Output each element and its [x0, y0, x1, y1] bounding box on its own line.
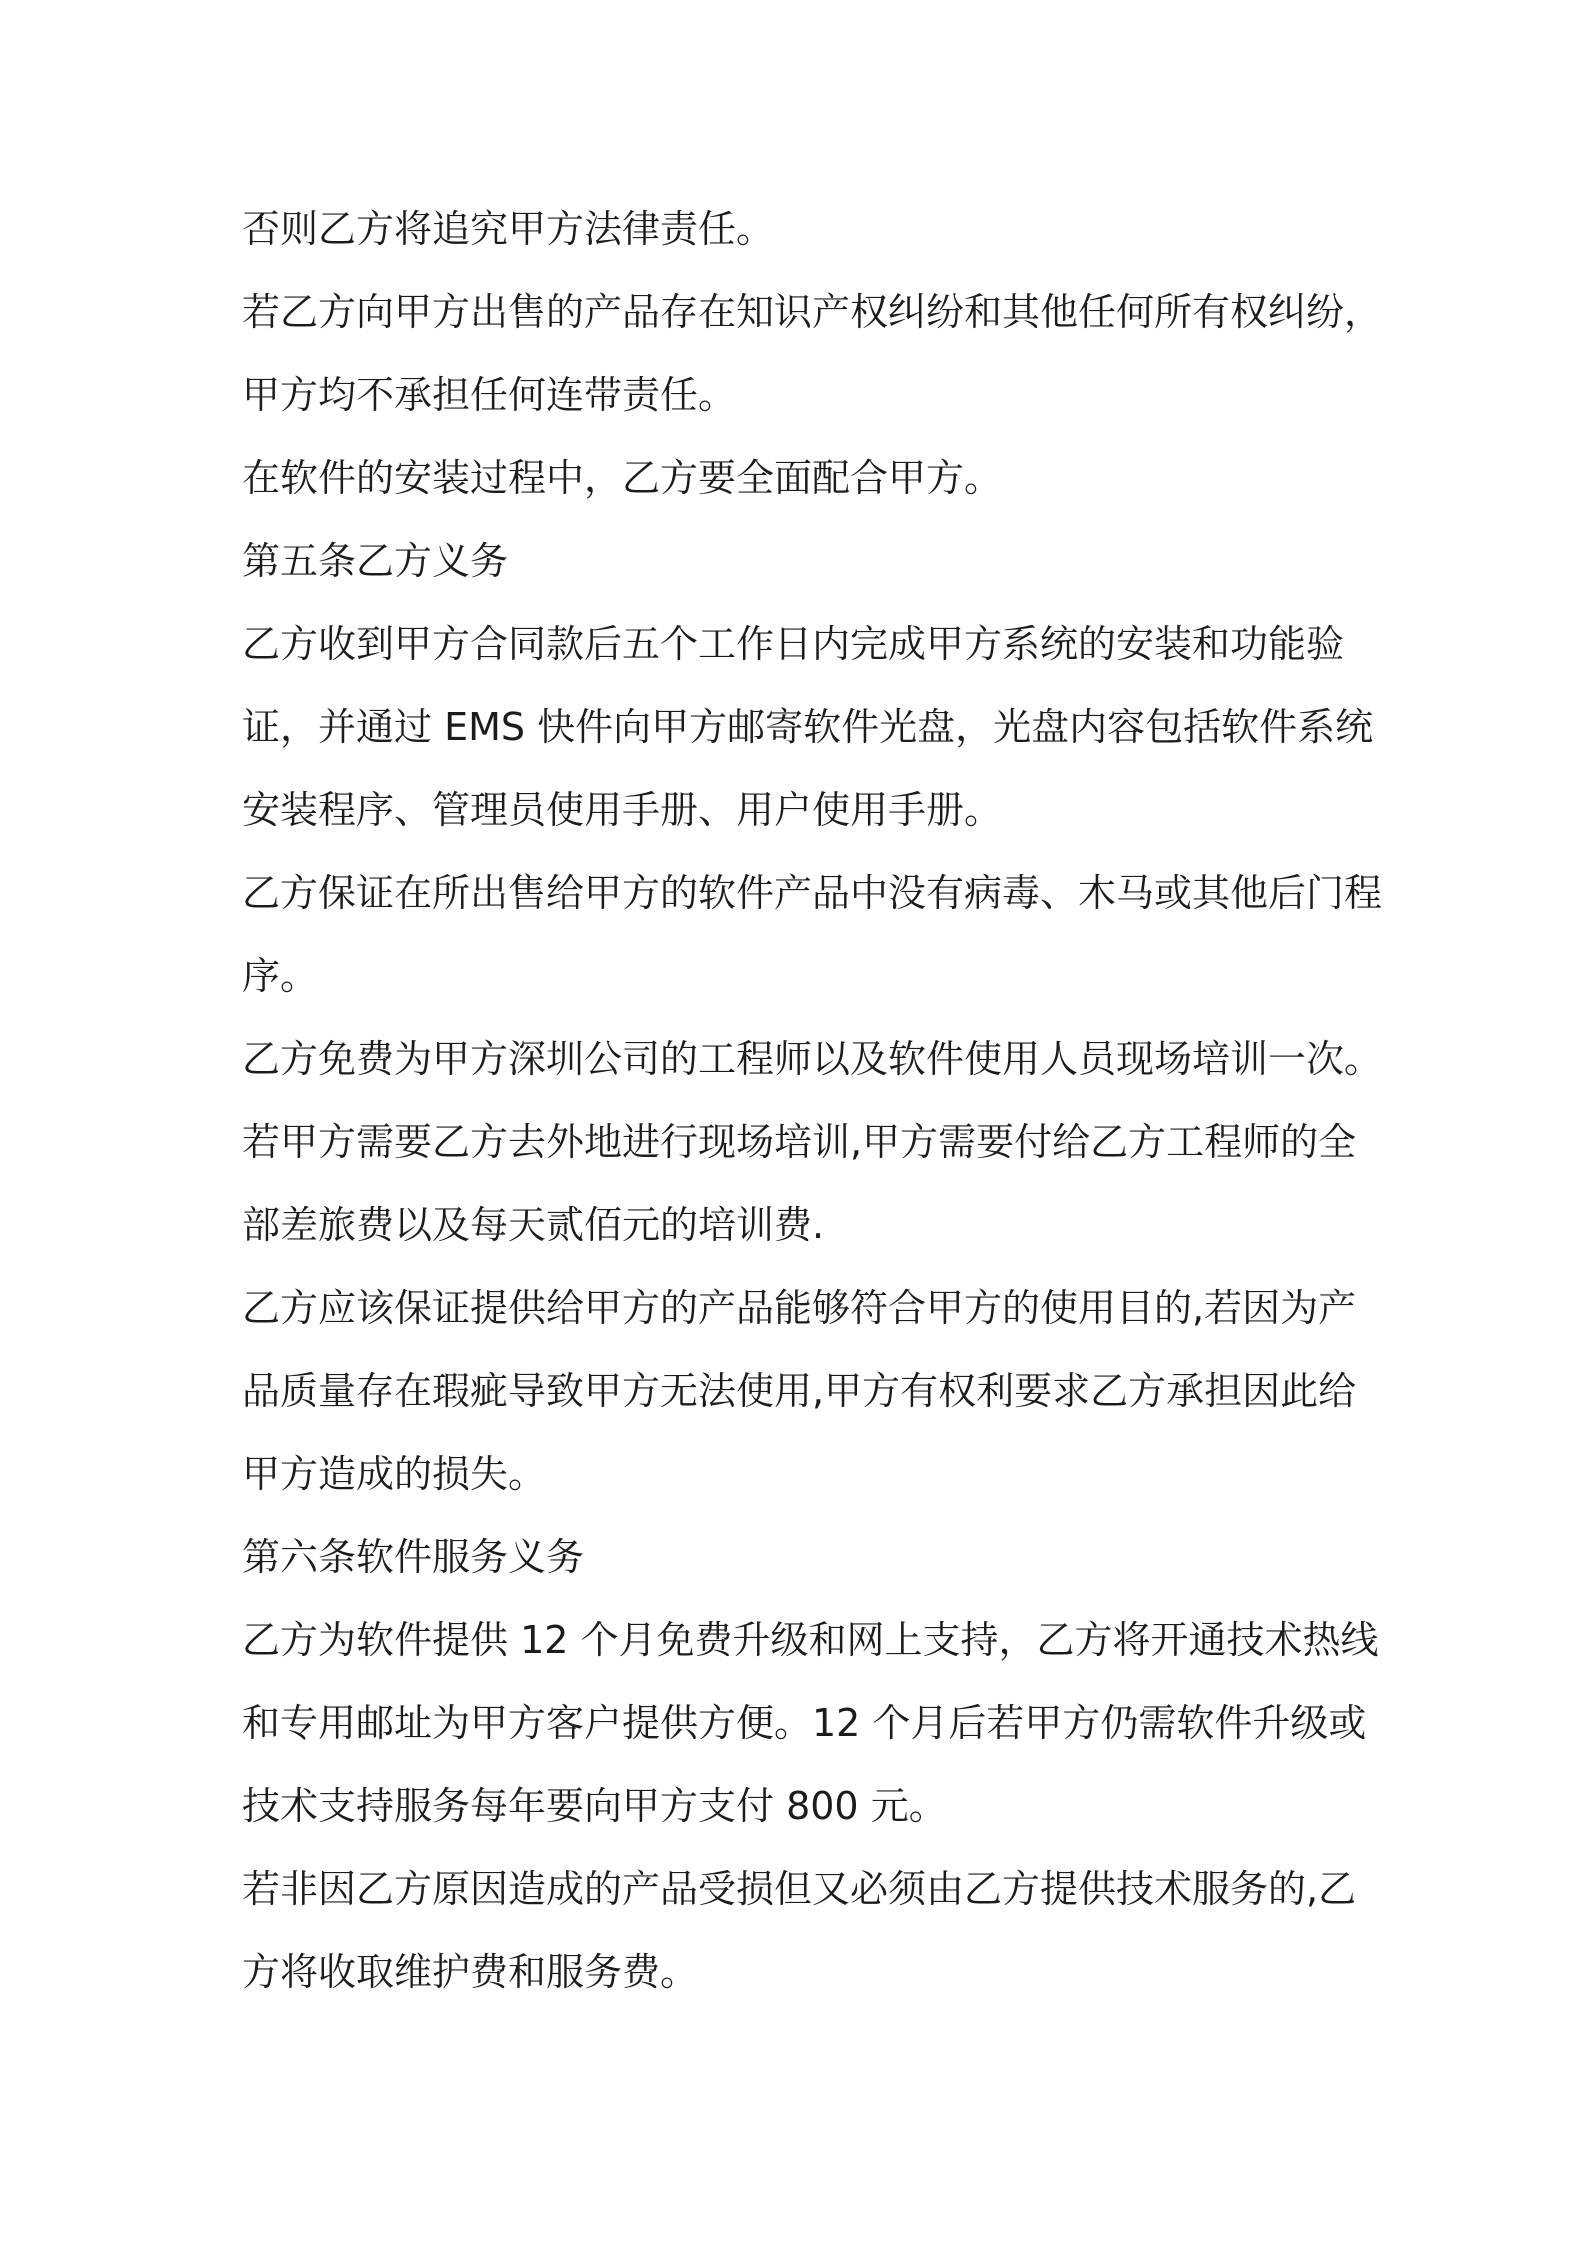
- text-line: 乙方应该保证提供给甲方的产品能够符合甲方的使用目的,若因为产: [242, 1286, 1357, 1330]
- text-line: 品质量存在瑕疵导致甲方无法使用,甲方有权利要求乙方承担因此给: [242, 1369, 1357, 1413]
- text-line: 若甲方需要乙方去外地进行现场培训,甲方需要付给乙方工程师的全: [242, 1120, 1357, 1164]
- text-line: 技术支持服务每年要向甲方支付 800 元。: [242, 1784, 947, 1828]
- text-line: 甲方均不承担任何连带责任。: [242, 373, 737, 417]
- text-line: 乙方保证在所出售给甲方的软件产品中没有病毒、木马或其他后门程: [242, 871, 1383, 915]
- text-line: 序。: [242, 954, 319, 998]
- section-heading: 第五条乙方义务: [242, 539, 509, 583]
- section-heading: 第六条软件服务义务: [242, 1535, 585, 1579]
- text-line: 证，并通过 EMS 快件向甲方邮寄软件光盘，光盘内容包括软件系统: [242, 705, 1374, 749]
- text-line: 乙方收到甲方合同款后五个工作日内完成甲方系统的安装和功能验: [242, 622, 1345, 666]
- text-line: 在软件的安装过程中，乙方要全面配合甲方。: [242, 456, 1003, 500]
- text-line: 方将收取维护费和服务费。: [242, 1950, 699, 1994]
- text-line: 部差旅费以及每天贰佰元的培训费.: [242, 1203, 825, 1247]
- text-line: 乙方免费为甲方深圳公司的工程师以及软件使用人员现场培训一次。: [242, 1037, 1383, 1081]
- text-line: 和专用邮址为甲方客户提供方便。12 个月后若甲方仍需软件升级或: [242, 1701, 1367, 1745]
- text-line: 若非因乙方原因造成的产品受损但又必须由乙方提供技术服务的,乙: [242, 1867, 1357, 1911]
- text-line: 安装程序、管理员使用手册、用户使用手册。: [242, 788, 1003, 832]
- text-line: 甲方造成的损失。: [242, 1452, 547, 1496]
- text-line: 若乙方向甲方出售的产品存在知识产权纠纷和其他任何所有权纠纷，: [242, 290, 1383, 334]
- text-line: 否则乙方将追究甲方法律责任。: [242, 207, 775, 251]
- text-line: 乙方为软件提供 12 个月免费升级和网上支持，乙方将开通技术热线: [242, 1618, 1379, 1662]
